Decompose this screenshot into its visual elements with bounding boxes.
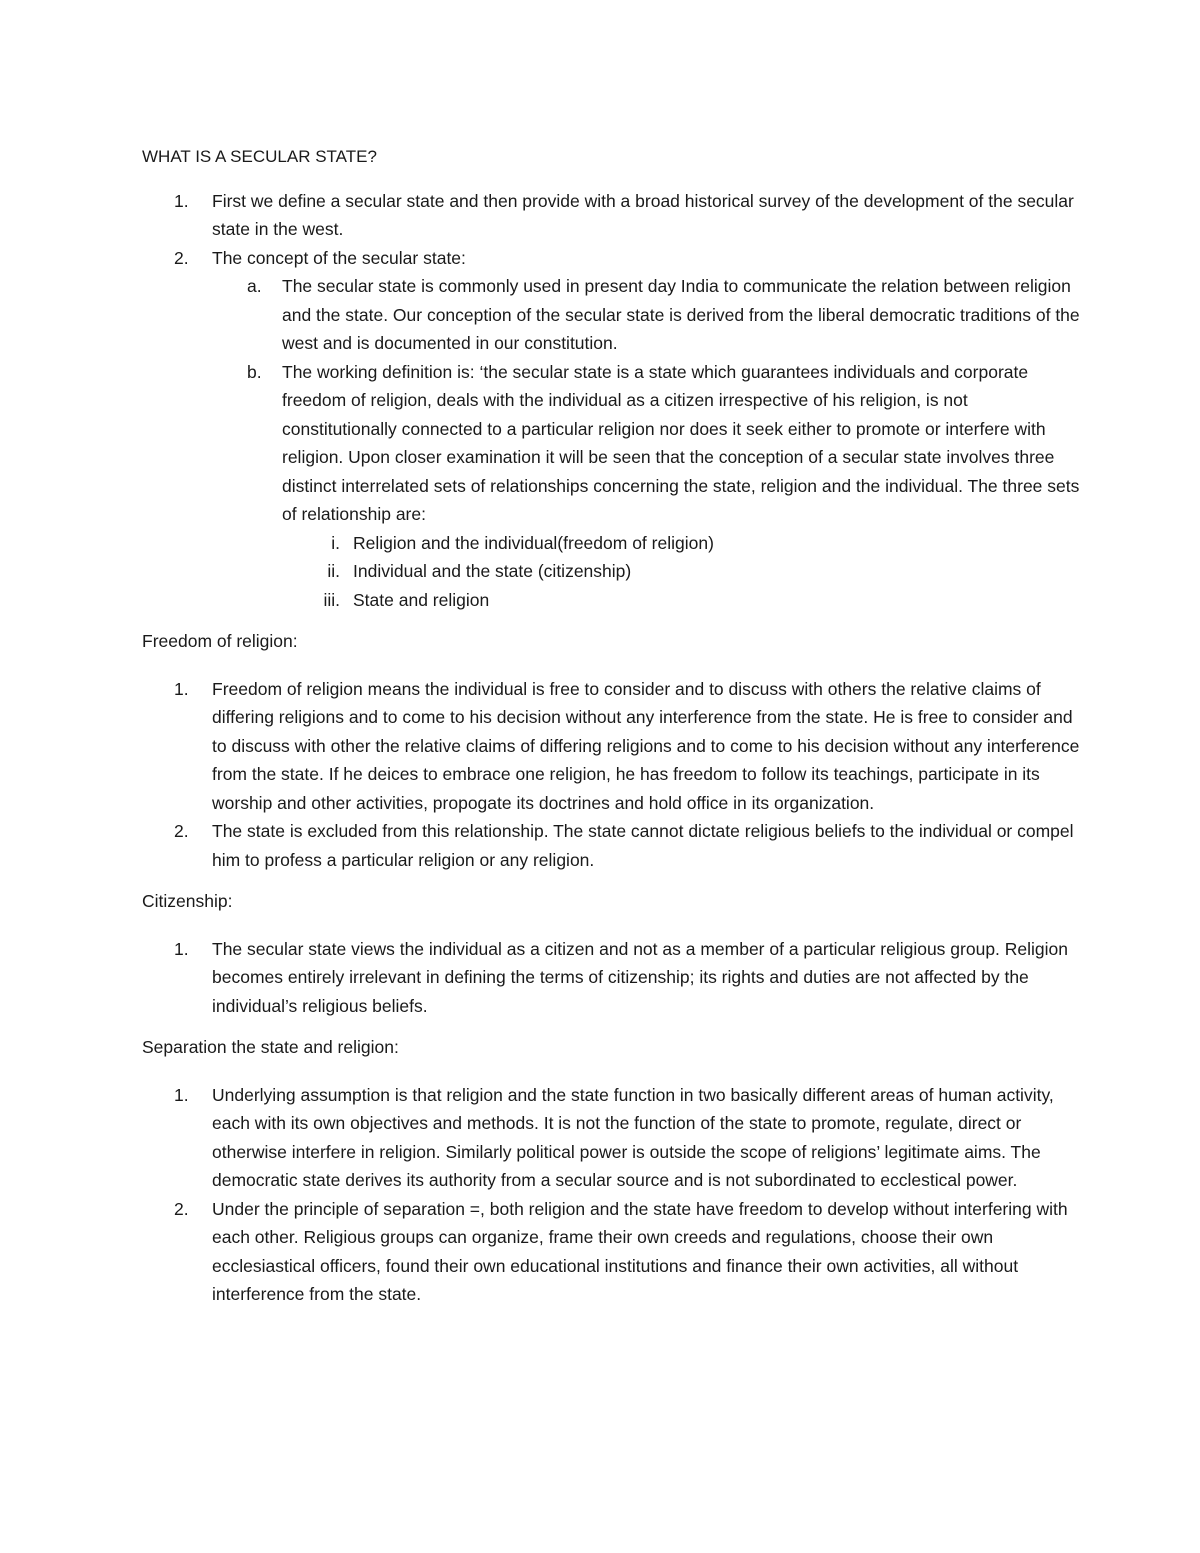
- sub-list-item: [142, 272, 1082, 358]
- document-body: [142, 143, 1082, 1309]
- section-heading-citizenship: Citizenship:: [142, 891, 233, 911]
- list-roman: ii.: [327, 561, 340, 581]
- list-item-text: Underlying assumption is that religion and the state function in two basically different areas of human activity, each with its own objectives and methods. It is not the function of the state to promote, regulate, direct or otherwise interfere in religion. Similarly political power is outside the scope of religions’ legitimate aims. The democratic state derives its authority from a secular source and is not subordinated to ecclestical power.: [212, 1084, 1054, 1190]
- list-number: 1.: [174, 938, 189, 959]
- list-item-text: The state is excluded from this relationship. The state cannot dictate religious beliefs to the individual or compel him to profess a particular religion or any religion.: [212, 821, 1074, 870]
- list-item: [142, 1081, 1082, 1195]
- list-number: 1.: [174, 678, 189, 699]
- roman-list-item: [142, 557, 1082, 586]
- list-number: 1.: [174, 190, 189, 211]
- list-item-text: The concept of the secular state:: [212, 247, 466, 268]
- list-item: [142, 244, 1082, 615]
- list-item-text: Religion and the individual(freedom of religion): [353, 532, 714, 553]
- freedom-list: [142, 675, 1082, 875]
- intro-list: [142, 187, 1082, 615]
- section-heading-freedom: Freedom of religion:: [142, 631, 298, 651]
- list-item-text: Individual and the state (citizenship): [353, 561, 632, 581]
- list-roman: iii.: [323, 589, 340, 610]
- list-item: [142, 817, 1082, 874]
- list-item: [142, 187, 1082, 244]
- list-letter: b.: [247, 361, 262, 382]
- sub-list: [212, 272, 1082, 614]
- roman-list-item: [142, 529, 1082, 558]
- separation-list: [142, 1081, 1082, 1309]
- roman-list-item: [142, 586, 1082, 615]
- list-number: 2.: [174, 1198, 189, 1219]
- list-item-text: First we define a secular state and then provide with a broad historical survey of the development of the secular state in the west.: [212, 190, 1074, 239]
- list-item-text: The secular state views the individual as a citizen and not as a member of a particular religious group. Religion becomes entirely irrelevant in defining the terms of citizenship; its rights and duties are not affected by the individual’s religious beliefs.: [212, 938, 1069, 1016]
- section-heading-separation: Separation the state and religion:: [142, 1037, 399, 1057]
- list-item-text: Freedom of religion means the individual is free to consider and to discuss with others the relative claims of differing religions and to come to his decision without any interference from the state. He is free to consider and to discuss with other the relative claims of differing religions and to come to his decision without any interference from the state. If he deices to embrace one religion, he has freedom to follow its teachings, participate in its worship and other activities, propogate its doctrines and hold office in its organization.: [212, 678, 1080, 813]
- list-item: [142, 935, 1082, 1021]
- roman-list: [282, 529, 1082, 615]
- list-number: 1.: [174, 1084, 189, 1105]
- list-roman: i.: [331, 532, 340, 553]
- list-item-text: State and religion: [353, 589, 490, 610]
- list-item: [142, 675, 1082, 818]
- document-title: WHAT IS A SECULAR STATE?: [142, 147, 377, 166]
- list-item: [142, 1195, 1082, 1309]
- list-item-text: Under the principle of separation =, both religion and the state have freedom to develop without interfering with each other. Religious groups can organize, frame their own creeds and regulations, choose their own ecclesiastical officers, found their own educational institutions and finance their own activities, all without interference from the state.: [212, 1198, 1068, 1304]
- list-number: 2.: [174, 821, 189, 841]
- list-item-text: The working definition is: ‘the secular state is a state which guarantees individuals and corporate freedom of religion, deals with the individual as a citizen irrespective of his religion, is not constitutionally connected to a particular religion nor does it seek either to promote or interfere with religion. Upon closer examination it will be seen that the conception of a secular state involves three distinct interrelated sets of relationships concerning the state, religion and the individual. The three sets of relationship are:: [282, 361, 1080, 524]
- list-item-text: The secular state is commonly used in present day India to communicate the relation between religion and the state. Our conception of the secular state is derived from the liberal democratic traditions of the west and is documented in our constitution.: [282, 276, 1080, 353]
- sub-list-item: [142, 358, 1082, 615]
- citizenship-list: [142, 935, 1082, 1021]
- list-letter: a.: [247, 276, 262, 296]
- list-number: 2.: [174, 247, 189, 268]
